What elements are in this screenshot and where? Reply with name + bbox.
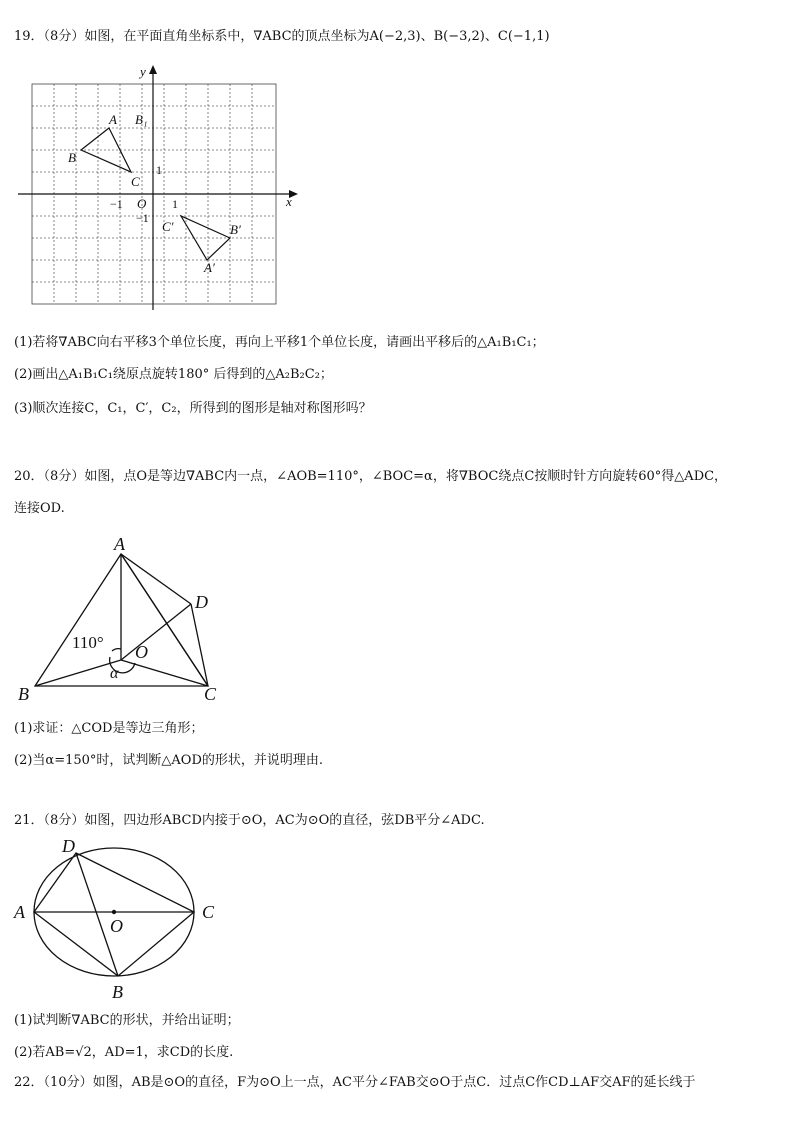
q21-part-1: (1)试判断∇ABC的形状，并给出证明； <box>14 1013 240 1028</box>
q21-label-a: A <box>14 902 25 922</box>
q19-header: 19．（8分）如图，在平面直角坐标系中，∇ABC的顶点坐标为A(−2,3)、B(−3,2)、C(−1,1) <box>14 29 550 44</box>
q20-label-c: C <box>204 684 217 704</box>
point-b-prime-label: B′ <box>230 222 241 237</box>
point-a-prime-label: A′ <box>204 260 215 275</box>
q21-label-b: B <box>112 982 123 1002</box>
q20-label-d: D <box>195 592 208 612</box>
q20-part-1: (1)求证：△COD是等边三角形； <box>14 721 204 736</box>
q21-part-2: (2)若AB=√2，AD=1，求CD的长度. <box>14 1045 234 1060</box>
q20-header: 20．（8分）如图，点O是等边∇ABC内一点，∠AOB=110°，∠BOC=α，将∇BOC绕点C按顺时针方向旋转60°得△ADC， <box>14 469 728 484</box>
q21-label-c: C <box>202 902 215 922</box>
y-tick-neg1: −1 <box>136 211 149 225</box>
q21-label-d: D <box>62 836 75 856</box>
point-c-prime-label: C′ <box>162 219 174 234</box>
y-tick-pos1: 1 <box>156 163 162 177</box>
q20-angle-alpha: α <box>110 665 119 682</box>
point-b-label: B <box>68 150 76 165</box>
point-c-label: C <box>131 174 140 189</box>
q19-part-2: (2)画出△A₁B₁C₁绕原点旋转180° 后得到的△A₂B₂C₂； <box>14 367 333 382</box>
x-axis-label: x <box>286 194 292 209</box>
origin-label: O <box>137 196 147 211</box>
x-tick-pos1: 1 <box>172 197 178 211</box>
q19-part-1: (1)若将∇ABC向右平移3个单位长度，再向上平移1个单位长度，请画出平移后的△A₁B₁C₁； <box>14 335 545 350</box>
q20-angle-110: 110° <box>72 633 104 652</box>
q19-coordinate-figure <box>14 60 304 320</box>
q20-triangle-figure <box>14 530 244 710</box>
q19-part-3: (3)顺次连接C，C₁，C′，C₂，所得到的图形是轴对称图形吗？ <box>14 401 372 416</box>
x-tick-neg1: −1 <box>110 197 123 211</box>
q21-label-o: O <box>110 916 123 936</box>
q22-header: 22．（10分）如图，AB是⊙O的直径，F为⊙O上一点，AC平分∠FAB交⊙O于点C．过点C作CD⊥AF交AF的延长线于 <box>14 1075 696 1090</box>
q21-circle-figure <box>10 836 230 1004</box>
q20-part-2: (2)当α=150°时，试判断△AOD的形状，并说明理由. <box>14 753 323 768</box>
q20-label-b: B <box>18 684 29 704</box>
y-axis-label: y <box>140 64 146 79</box>
q20-label-o: O <box>135 642 148 662</box>
point-a-label: A <box>109 112 117 127</box>
q20-label-a: A <box>114 534 125 554</box>
q20-header-cont: 连接OD. <box>14 501 65 516</box>
q21-header: 21．（8分）如图，四边形ABCD内接于⊙O，AC为⊙O的直径，弦DB平分∠ADC. <box>14 813 485 828</box>
point-b1-label: B₁ <box>135 112 148 127</box>
